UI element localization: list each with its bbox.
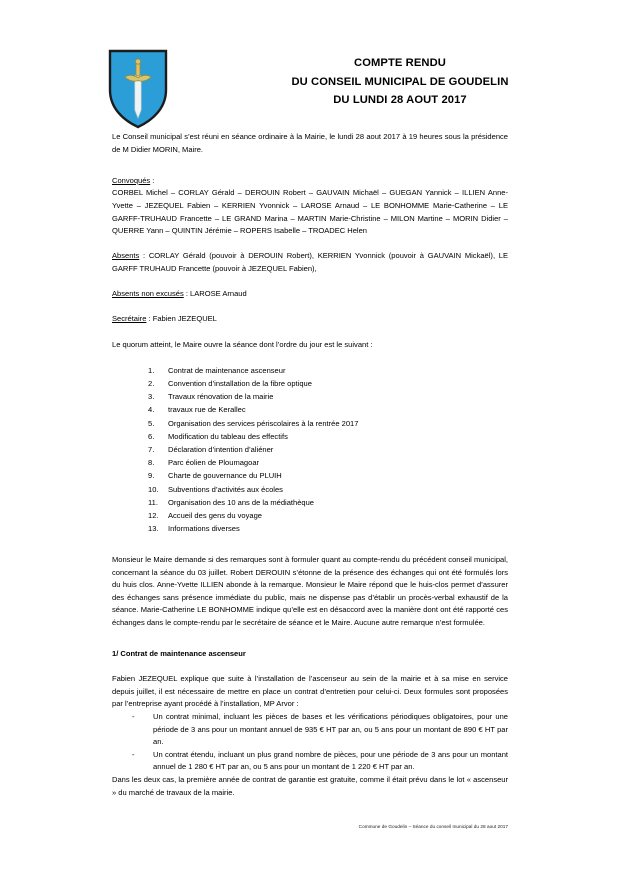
agenda-label: Subventions d’activités aux écoles (168, 484, 283, 494)
agenda-label: Accueil des gens du voyage (168, 510, 262, 520)
intro-paragraph: Le Conseil municipal s’est réuni en séance ordinaire à la Mairie, le lundi 28 aout 2017 à 19 heures sous la présidence de M Didier MORIN, Maire. (112, 132, 508, 154)
list-item (112, 377, 508, 390)
agenda-label: Convention d’installation de la fibre optique (168, 378, 312, 388)
list-item (112, 711, 508, 749)
list-item (112, 390, 508, 403)
convoques-separator: : (150, 175, 155, 185)
agenda-label: Charte de gouvernance du PLUIH (168, 471, 282, 481)
agenda-number: 11. (148, 497, 158, 507)
section-1-intro: Fabien JEZEQUEL explique que suite à l’installation de l’ascenseur au sein de la mairie et à sa mise en service depuis juillet, il est nécessaire de mettre en place un contrat d’entretien pour celui-ci. Deux formules sont proposées par l’entreprise ayant procédé à l’installation, MP Arvor : (112, 674, 508, 709)
agenda-label: Travaux rénovation de la mairie (168, 392, 274, 402)
agenda-label: Parc éolien de Ploumagoar (168, 458, 260, 468)
agenda-number: 9. (148, 471, 155, 481)
bullet-label: Un contrat étendu, incluant un plus grand nombre de pièces, pour une période de 3 ans pour un montant annuel de 1 280 € HT par an, ou 5 ans pour un montant de 1 220 € HT par an. (153, 749, 508, 772)
absents-non-excuses-separator: : (183, 289, 191, 299)
agenda-number: 4. (148, 405, 155, 415)
agenda-number: 5. (148, 418, 155, 428)
list-item (112, 443, 508, 456)
list-item (112, 364, 508, 377)
absents-non-excuses-block (112, 288, 508, 301)
document-header (0, 46, 620, 138)
title-line-2: DU CONSEIL MUNICIPAL DE GOUDELIN (291, 75, 509, 88)
agenda-list (112, 364, 508, 536)
agenda-label: Contrat de maintenance ascenseur (168, 365, 286, 375)
section-1-closing: Dans les deux cas, la première année de contrat de garantie est gratuite, comme il était prévu dans le lot « ascenseur » du marché de travaux de la mairie. (112, 775, 508, 797)
agenda-number: 1. (148, 365, 155, 375)
secretaire-label: Secrétaire (112, 314, 147, 324)
list-item (112, 496, 508, 509)
agenda-label: Organisation des services périscolaires à la rentrée 2017 (168, 418, 359, 428)
document-body (112, 131, 508, 799)
agenda-number: 13. (148, 524, 159, 534)
list-item (112, 430, 508, 443)
agenda-number: 6. (148, 431, 155, 441)
list-item (112, 417, 508, 430)
title-line-3: DU LUNDI 28 AOUT 2017 (333, 94, 467, 106)
section-1-heading: 1/ Contrat de maintenance ascenseur (112, 649, 246, 659)
agenda-label: Modification du tableau des effectifs (168, 431, 288, 441)
list-item (112, 403, 508, 416)
agenda-number: 2. (148, 378, 155, 388)
absents-separator: : (139, 251, 149, 261)
secretaire-separator: : (146, 314, 153, 324)
coat-of-arms-icon (107, 48, 169, 130)
remarks-paragraph: Monsieur le Maire demande si des remarques sont à formuler quant au compte-rendu du précédent conseil municipal, concernant la séance du 03 juillet. Robert DEROUIN s’étonne de la présence des échanges qui ont été formulés lors du huis clos. Anne-Yvette ILLIEN abonde à la remarque. Monsieur le Maire répond que le huis-clos permet d’assurer des échanges sans présence immédiate du public, mais ne dispense pas d’établir un procès-verbal exhaustif de la séance. Marie-Catherine LE BONHOMME indique qu’elle est en désaccord avec la manière dont ont été rapporté ces échanges dans le compte-rendu par le secrétaire de séance et le Maire. Aucune autre remarque n’est formulée. (112, 554, 508, 627)
section-1-bullets (112, 711, 508, 774)
convoques-list: CORBEL Michel – CORLAY Gérald – DEROUIN Robert – GAUVAIN Michaël – GUEGAN Yannick – ILLIEN Anne-Yvette – JEZEQUEL Fabien – KERRIEN Yvonnick – LAROSE Arnaud – LE BONHOMME Marie-Catherine – LE GARFF-TRUHAUD Francette – LE GRAND Marina – MARTIN Marie-Christine – MILON Martine – MORIN Didier – QUERRE Yann – QUINTIN Jérémie – ROPERS Isabelle – TROADEC Helen (112, 188, 508, 236)
absents-block (112, 250, 508, 275)
agenda-number: 8. (148, 458, 155, 468)
agenda-label: Organisation des 10 ans de la médiathèque (168, 497, 315, 507)
list-item (112, 483, 508, 496)
agenda-label: Déclaration d’intention d’aliéner (168, 444, 274, 454)
secretaire-text: Fabien JEZEQUEL (152, 314, 217, 324)
list-item (112, 509, 508, 522)
dash-bullet-icon: - (132, 712, 135, 722)
convoques-label: Convoqués (112, 175, 151, 185)
dash-bullet-icon: - (132, 749, 135, 759)
agenda-label: travaux rue de Kerallec (168, 405, 246, 415)
quorum-paragraph: Le quorum atteint, le Maire ouvre la séance dont l’ordre du jour est le suivant : (112, 339, 373, 349)
page-footer: Commune de Goudelin – Séance du conseil municipal du 28 aout 2017 (358, 824, 508, 829)
list-item (112, 749, 508, 774)
list-item (112, 469, 508, 482)
agenda-label: Informations diverses (168, 524, 240, 534)
absents-label: Absents (112, 251, 140, 261)
agenda-number: 7. (148, 444, 155, 454)
agenda-number: 3. (148, 392, 155, 402)
absents-text: CORLAY Gérald (pouvoir à DEROUIN Robert), KERRIEN Yvonnick (pouvoir à GAUVAIN Mickaël), LE GARFF TRUHAUD Francette (pouvoir à JEZEQUEL Fabien), (112, 251, 508, 273)
list-item (112, 456, 508, 469)
secretaire-block (112, 313, 508, 326)
agenda-number: 10. (148, 484, 159, 494)
convoques-block (112, 175, 508, 188)
list-item (112, 522, 508, 535)
agenda-number: 12. (148, 510, 159, 520)
absents-non-excuses-label: Absents non excusés (112, 289, 184, 299)
title-line-1: COMPTE RENDU (354, 57, 446, 69)
absents-non-excuses-text: LAROSE Arnaud (190, 289, 247, 299)
page-title (190, 54, 610, 110)
bullet-label: Un contrat minimal, incluant les pièces de bases et les vérifications périodiques obligatoires, pour une période de 3 ans pour un montant annuel de 935 € HT par an, ou 5 ans pour un montant de 890 € HT par an. (153, 712, 508, 747)
